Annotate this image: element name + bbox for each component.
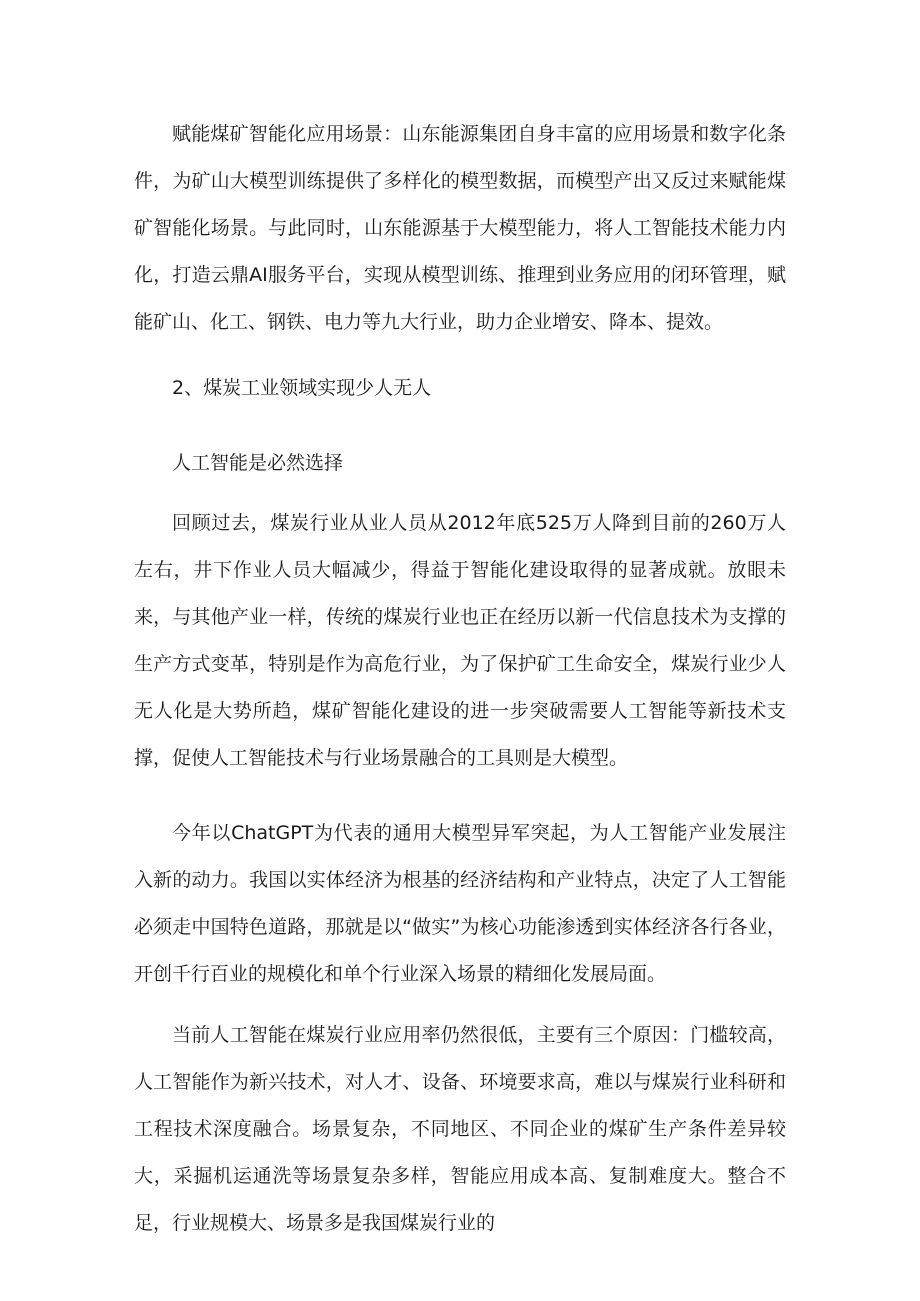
section-heading: 2、煤炭工业领域实现少人无人 (172, 377, 432, 399)
subsection-heading: 人工智能是必然选择 (172, 452, 344, 474)
paragraph-intelligent-mining: 赋能煤矿智能化应用场景：山东能源集团自身丰富的应用场景和数字化条件，为矿山大模型训练提供了多样化的模型数据，而模型产出又反过来赋能煤矿智能化场景。与此同时，山东能源基于大模型能力，将人工智能技术能力内化，打造云鼎AI服务平台，实现从模型训练、推理到业务应用的闭环管理，赋能矿山、化工、钢铁、电力等九大行业，助力企业增安、降本、提效。 (134, 123, 786, 333)
paragraph-review: 回顾过去，煤炭行业从业人员从2012年底525万人降到目前的260万人左右，井下作业人员大幅减少，得益于智能化建设取得的显著成就。放眼未来，与其他产业一样，传统的煤炭行业也正在经历以新一代信息技术为支撑的生产方式变革，特别是作为高危行业，为了保护矿工生命安全，煤炭行业少人无人化是大势所趋，煤矿智能化建设的进一步突破需要人工智能等新技术支撑，促使人工智能技术与行业场景融合的工具则是大模型。 (134, 512, 786, 769)
paragraph-current-status: 当前人工智能在煤炭行业应用率仍然很低，主要有三个原因：门槛较高，人工智能作为新兴技术，对人才、设备、环境要求高，难以与煤炭行业科研和工程技术深度融合。场景复杂，不同地区、不同企业的煤矿生产条件差异较大，采掘机运通洗等场景复杂多样，智能应用成本高、复制难度大。整合不足，行业规模大、场景多是我国煤炭行业的 (134, 1024, 786, 1234)
paragraph-chatgpt: 今年以ChatGPT为代表的通用大模型异军突起，为人工智能产业发展注入新的动力。我国以实体经济为根基的经济结构和产业特点，决定了人工智能必须走中国特色道路，那就是以“做实”为核心功能渗透到实体经济各行各业，开创千行百业的规模化和单个行业深入场景的精细化发展局面。 (134, 822, 786, 985)
